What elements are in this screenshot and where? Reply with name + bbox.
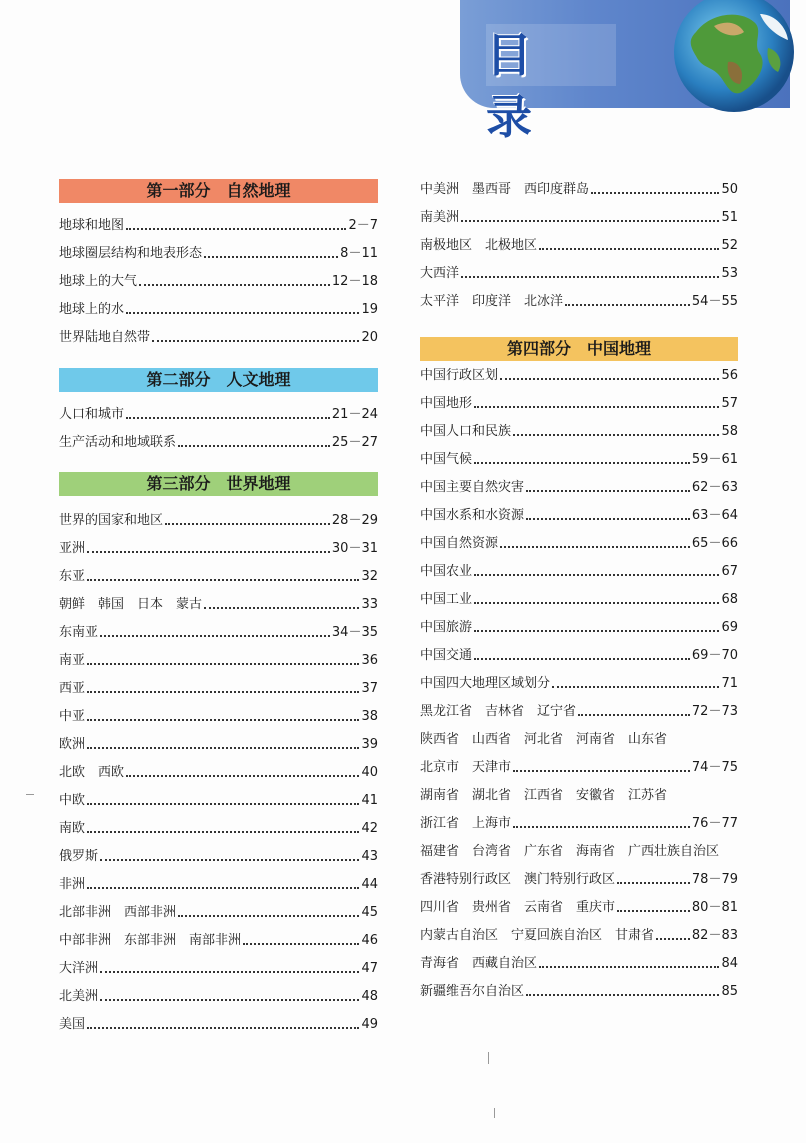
toc-entry-page: 82－83 bbox=[691, 928, 738, 943]
toc-entry-page: 42 bbox=[361, 821, 378, 836]
toc-entry-page: 45 bbox=[361, 905, 378, 920]
toc-entry-page: 20 bbox=[361, 330, 378, 345]
toc-entry-page: 54－55 bbox=[691, 294, 738, 309]
toc-entry[interactable] bbox=[420, 420, 738, 440]
toc-entry-page: 85 bbox=[721, 984, 738, 999]
toc-entry-title: 中国气候 bbox=[420, 452, 473, 467]
leader-dots bbox=[500, 378, 719, 380]
leader-dots bbox=[87, 747, 359, 749]
toc-entry-page: 49 bbox=[361, 1017, 378, 1032]
toc-entry-title: 大西洋 bbox=[420, 266, 460, 281]
globe-icon bbox=[656, 0, 806, 116]
toc-entry-page: 51 bbox=[721, 210, 738, 225]
toc-entry-title: 美国 bbox=[59, 1017, 86, 1032]
toc-entry-page: 57 bbox=[721, 396, 738, 411]
toc-entry[interactable] bbox=[59, 705, 378, 725]
section-header-china-geography: 第四部分 中国地理 bbox=[420, 337, 738, 361]
toc-entry[interactable] bbox=[420, 560, 738, 580]
toc-entry-page: 30－31 bbox=[331, 541, 378, 556]
toc-entry-title: 太平洋 印度洋 北冰洋 bbox=[420, 294, 564, 309]
toc-entry[interactable] bbox=[59, 789, 378, 809]
leader-dots bbox=[139, 284, 330, 286]
toc-entry-title: 地球上的大气 bbox=[59, 274, 138, 289]
toc-entry-title: 青海省 西藏自治区 bbox=[420, 956, 538, 971]
toc-entry-page: 25－27 bbox=[331, 435, 378, 450]
leader-dots bbox=[87, 831, 359, 833]
toc-entry-title: 新疆维吾尔自治区 bbox=[420, 984, 525, 999]
leader-dots bbox=[204, 607, 359, 609]
leader-dots bbox=[578, 714, 690, 716]
toc-entry-page: 8－11 bbox=[340, 246, 378, 261]
toc-entry-title: 浙江省 上海市 bbox=[420, 816, 512, 831]
section-header-human-geography: 第二部分 人文地理 bbox=[59, 368, 378, 392]
toc-entry-page: 71 bbox=[721, 676, 738, 691]
toc-entry-title: 湖南省 湖北省 江西省 安徽省 江苏省 bbox=[420, 788, 668, 803]
section-header-world-geography: 第三部分 世界地理 bbox=[59, 472, 378, 496]
toc-entry-title: 香港特别行政区 澳门特别行政区 bbox=[420, 872, 616, 887]
toc-entry-title: 福建省 台湾省 广东省 海南省 广西壮族自治区 bbox=[420, 844, 720, 859]
toc-entry-title: 中国四大地理区域划分 bbox=[420, 676, 551, 691]
toc-entry-title: 中国农业 bbox=[420, 564, 473, 579]
toc-entry-title: 中亚 bbox=[59, 709, 86, 724]
leader-dots bbox=[87, 719, 359, 721]
toc-entry[interactable] bbox=[59, 817, 378, 837]
toc-entry-page: 34－35 bbox=[331, 625, 378, 640]
toc-entry[interactable] bbox=[59, 565, 378, 585]
leader-dots bbox=[513, 770, 690, 772]
toc-entry-page: 72－73 bbox=[691, 704, 738, 719]
toc-entry[interactable] bbox=[59, 733, 378, 753]
toc-entry[interactable] bbox=[420, 234, 738, 254]
toc-entry-title: 北部非洲 西部非洲 bbox=[59, 905, 177, 920]
toc-entry-title: 北京市 天津市 bbox=[420, 760, 512, 775]
toc-entry[interactable] bbox=[59, 957, 378, 977]
toc-entry-page: 69 bbox=[721, 620, 738, 635]
toc-entry-title: 黑龙江省 吉林省 辽宁省 bbox=[420, 704, 577, 719]
toc-entry-title: 大洋洲 bbox=[59, 961, 99, 976]
leader-dots bbox=[617, 910, 690, 912]
scan-speck bbox=[494, 1108, 495, 1118]
leader-dots bbox=[152, 340, 359, 342]
leader-dots bbox=[100, 971, 359, 973]
leader-dots bbox=[591, 192, 719, 194]
toc-entry-page: 43 bbox=[361, 849, 378, 864]
toc-entry[interactable] bbox=[59, 873, 378, 893]
toc-entry-title: 欧洲 bbox=[59, 737, 86, 752]
toc-entry[interactable] bbox=[420, 364, 738, 384]
toc-entry-page: 69－70 bbox=[691, 648, 738, 663]
toc-entry[interactable] bbox=[59, 761, 378, 781]
page-title: 目 录 bbox=[486, 24, 616, 86]
toc-entry-page: 41 bbox=[361, 793, 378, 808]
toc-entry[interactable] bbox=[59, 431, 378, 451]
leader-dots bbox=[87, 1027, 359, 1029]
leader-dots bbox=[87, 887, 359, 889]
toc-entry[interactable] bbox=[59, 326, 378, 346]
toc-entry-title: 地球圈层结构和地表形态 bbox=[59, 246, 203, 261]
toc-entry[interactable] bbox=[59, 298, 378, 318]
toc-entry[interactable] bbox=[59, 677, 378, 697]
leader-dots bbox=[87, 579, 359, 581]
toc-entry-page: 44 bbox=[361, 877, 378, 892]
toc-entry-page: 37 bbox=[361, 681, 378, 696]
toc-entry-page: 46 bbox=[361, 933, 378, 948]
toc-entry-page: 84 bbox=[721, 956, 738, 971]
toc-entry[interactable] bbox=[59, 242, 378, 262]
toc-entry[interactable] bbox=[420, 262, 738, 282]
scan-speck bbox=[488, 1052, 489, 1064]
leader-dots bbox=[100, 859, 359, 861]
leader-dots bbox=[656, 938, 690, 940]
toc-entry[interactable] bbox=[59, 901, 378, 921]
toc-entry-page: 48 bbox=[361, 989, 378, 1004]
toc-entry-title: 中国水系和水资源 bbox=[420, 508, 525, 523]
toc-entry-title: 中国自然资源 bbox=[420, 536, 499, 551]
toc-entry-page: 74－75 bbox=[691, 760, 738, 775]
leader-dots bbox=[178, 915, 359, 917]
toc-entry[interactable] bbox=[420, 700, 738, 720]
toc-entry[interactable] bbox=[59, 621, 378, 641]
toc-entry-title: 中国地形 bbox=[420, 396, 473, 411]
toc-entry-title: 中国交通 bbox=[420, 648, 473, 663]
leader-dots bbox=[500, 546, 690, 548]
toc-entry-title: 南美洲 bbox=[420, 210, 460, 225]
toc-entry-title: 朝鲜 韩国 日本 蒙古 bbox=[59, 597, 203, 612]
leader-dots bbox=[474, 406, 719, 408]
toc-entry-page: 76－77 bbox=[691, 816, 738, 831]
leader-dots bbox=[474, 602, 719, 604]
leader-dots bbox=[100, 999, 359, 1001]
toc-entry-title: 东南亚 bbox=[59, 625, 99, 640]
toc-entry-title: 世界的国家和地区 bbox=[59, 513, 164, 528]
leader-dots bbox=[87, 663, 359, 665]
toc-entry-page: 53 bbox=[721, 266, 738, 281]
toc-entry-title: 中欧 bbox=[59, 793, 86, 808]
toc-entry[interactable] bbox=[59, 403, 378, 423]
toc-entry-page: 68 bbox=[721, 592, 738, 607]
toc-entry[interactable] bbox=[420, 532, 738, 552]
leader-dots bbox=[474, 462, 690, 464]
toc-entry[interactable] bbox=[59, 537, 378, 557]
toc-entry-page: 67 bbox=[721, 564, 738, 579]
toc-entry[interactable] bbox=[59, 649, 378, 669]
toc-entry[interactable] bbox=[420, 840, 738, 860]
toc-entry-title: 中美洲 墨西哥 西印度群岛 bbox=[420, 182, 590, 197]
toc-entry[interactable] bbox=[420, 206, 738, 226]
toc-entry[interactable] bbox=[420, 980, 738, 1000]
toc-entry[interactable] bbox=[420, 812, 738, 832]
toc-entry-title: 俄罗斯 bbox=[59, 849, 99, 864]
toc-entry-page: 59－61 bbox=[691, 452, 738, 467]
toc-entry-page: 38 bbox=[361, 709, 378, 724]
toc-entry[interactable] bbox=[59, 845, 378, 865]
toc-entry-page: 40 bbox=[361, 765, 378, 780]
toc-entry-page: 80－81 bbox=[691, 900, 738, 915]
toc-entry[interactable] bbox=[59, 1013, 378, 1033]
toc-entry-title: 西亚 bbox=[59, 681, 86, 696]
toc-entry-page: 63－64 bbox=[691, 508, 738, 523]
toc-entry-title: 中国工业 bbox=[420, 592, 473, 607]
leader-dots bbox=[204, 256, 338, 258]
toc-entry-title: 人口和城市 bbox=[59, 407, 125, 422]
leader-dots bbox=[165, 523, 330, 525]
toc-entry-page: 50 bbox=[721, 182, 738, 197]
toc-entry-title: 中国人口和民族 bbox=[420, 424, 512, 439]
toc-entry-title: 南欧 bbox=[59, 821, 86, 836]
toc-entry[interactable] bbox=[420, 588, 738, 608]
toc-entry[interactable] bbox=[420, 672, 738, 692]
leader-dots bbox=[87, 691, 359, 693]
toc-entry-title: 内蒙古自治区 宁夏回族自治区 甘肃省 bbox=[420, 928, 655, 943]
toc-entry[interactable] bbox=[59, 509, 378, 529]
toc-entry-title: 北美洲 bbox=[59, 989, 99, 1004]
leader-dots bbox=[526, 518, 690, 520]
toc-entry-title: 南极地区 北极地区 bbox=[420, 238, 538, 253]
toc-entry[interactable] bbox=[420, 728, 738, 748]
leader-dots bbox=[126, 417, 330, 419]
toc-entry-page: 36 bbox=[361, 653, 378, 668]
toc-entry-title: 世界陆地自然带 bbox=[59, 330, 151, 345]
toc-entry[interactable] bbox=[420, 784, 738, 804]
toc-entry[interactable] bbox=[420, 178, 738, 198]
leader-dots bbox=[513, 826, 690, 828]
toc-entry-page: 33 bbox=[361, 597, 378, 612]
leader-dots bbox=[474, 658, 690, 660]
toc-entry[interactable] bbox=[420, 504, 738, 524]
toc-entry-page: 65－66 bbox=[691, 536, 738, 551]
toc-entry-title: 南亚 bbox=[59, 653, 86, 668]
toc-entry-page: 39 bbox=[361, 737, 378, 752]
leader-dots bbox=[526, 490, 690, 492]
leader-dots bbox=[126, 775, 359, 777]
toc-entry-page: 78－79 bbox=[691, 872, 738, 887]
leader-dots bbox=[100, 635, 330, 637]
toc-entry-title: 中国旅游 bbox=[420, 620, 473, 635]
toc-entry[interactable] bbox=[59, 593, 378, 613]
toc-entry[interactable] bbox=[420, 868, 738, 888]
toc-entry[interactable] bbox=[420, 924, 738, 944]
toc-entry-page: 58 bbox=[721, 424, 738, 439]
toc-entry[interactable] bbox=[420, 290, 738, 310]
toc-entry-page: 2－7 bbox=[348, 218, 378, 233]
leader-dots bbox=[513, 434, 719, 436]
toc-entry[interactable] bbox=[420, 392, 738, 412]
toc-entry-title: 非洲 bbox=[59, 877, 86, 892]
leader-dots bbox=[539, 248, 719, 250]
toc-entry-page: 21－24 bbox=[331, 407, 378, 422]
leader-dots bbox=[87, 551, 330, 553]
toc-entry-page: 12－18 bbox=[331, 274, 378, 289]
leader-dots bbox=[539, 966, 719, 968]
leader-dots bbox=[461, 276, 719, 278]
toc-entry[interactable] bbox=[420, 644, 738, 664]
toc-entry[interactable] bbox=[420, 448, 738, 468]
toc-entry[interactable] bbox=[420, 952, 738, 972]
scan-speck bbox=[26, 794, 34, 795]
section-header-natural-geography: 第一部分 自然地理 bbox=[59, 179, 378, 203]
toc-entry[interactable] bbox=[59, 214, 378, 234]
toc-entry-page: 28－29 bbox=[331, 513, 378, 528]
toc-entry-title: 东亚 bbox=[59, 569, 86, 584]
toc-entry-title: 亚洲 bbox=[59, 541, 86, 556]
toc-entry[interactable] bbox=[420, 476, 738, 496]
toc-entry-page: 47 bbox=[361, 961, 378, 976]
leader-dots bbox=[474, 574, 719, 576]
toc-entry-title: 北欧 西欧 bbox=[59, 765, 125, 780]
toc-entry[interactable] bbox=[420, 896, 738, 916]
toc-entry-page: 56 bbox=[721, 368, 738, 383]
leader-dots bbox=[178, 445, 330, 447]
leader-dots bbox=[87, 803, 359, 805]
leader-dots bbox=[474, 630, 719, 632]
title-banner bbox=[460, 0, 790, 144]
toc-entry-title: 四川省 贵州省 云南省 重庆市 bbox=[420, 900, 616, 915]
toc-entry-page: 19 bbox=[361, 302, 378, 317]
toc-entry[interactable] bbox=[59, 985, 378, 1005]
toc-entry[interactable] bbox=[420, 756, 738, 776]
toc-entry[interactable] bbox=[420, 616, 738, 636]
toc-entry-title: 陕西省 山西省 河北省 河南省 山东省 bbox=[420, 732, 668, 747]
leader-dots bbox=[552, 686, 719, 688]
leader-dots bbox=[526, 994, 719, 996]
toc-entry-title: 生产活动和地域联系 bbox=[59, 435, 177, 450]
leader-dots bbox=[617, 882, 690, 884]
toc-entry-title: 中国主要自然灾害 bbox=[420, 480, 525, 495]
toc-entry[interactable] bbox=[59, 929, 378, 949]
leader-dots bbox=[243, 943, 359, 945]
toc-entry-title: 地球上的水 bbox=[59, 302, 125, 317]
toc-entry-title: 地球和地图 bbox=[59, 218, 125, 233]
leader-dots bbox=[461, 220, 719, 222]
toc-entry[interactable] bbox=[59, 270, 378, 290]
leader-dots bbox=[565, 304, 690, 306]
toc-entry-page: 52 bbox=[721, 238, 738, 253]
toc-entry-page: 32 bbox=[361, 569, 378, 584]
leader-dots bbox=[126, 312, 359, 314]
toc-entry-title: 中国行政区划 bbox=[420, 368, 499, 383]
leader-dots bbox=[126, 228, 346, 230]
toc-entry-title: 中部非洲 东部非洲 南部非洲 bbox=[59, 933, 242, 948]
toc-entry-page: 62－63 bbox=[691, 480, 738, 495]
